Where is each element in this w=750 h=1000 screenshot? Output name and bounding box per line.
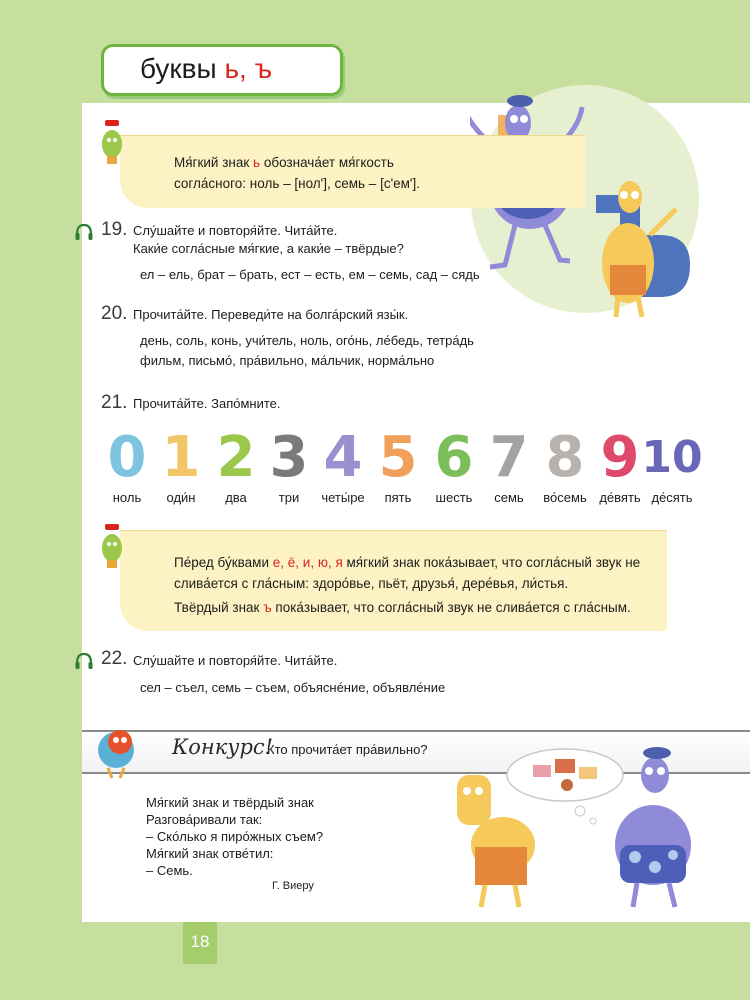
lesson-title-box — [101, 44, 343, 96]
rule2-line2: слива́ется с гла́сным: здоро́вье, пьёт, друзья́, дере́вья, ли́стья. — [174, 576, 569, 591]
exercise-20-words-2: фильм, письмо́, пра́вильно, ма́льчик, норма́льно — [140, 353, 435, 368]
digit-glyph: 4 — [323, 425, 363, 490]
exercise-19-instruction-2: Каки́е согла́сные мя́гкие, а каки́е – твёрдые? — [133, 241, 404, 256]
rule1-soft-sign: ь — [253, 155, 261, 170]
exercise-22-words: сел – съел, семь – съем, объясне́ние, объявле́ние — [140, 680, 446, 695]
poem-line: Мя́гкий знак отве́тил: — [146, 846, 274, 861]
poem-line: – Ско́лько я пиро́жных съем? — [146, 829, 324, 844]
lesson-title-text: буквы — [140, 53, 225, 84]
digit-word: пять — [384, 490, 412, 505]
digit-glyph: 2 — [216, 425, 256, 490]
digit-glyph: 6 — [434, 425, 474, 490]
digit-glyph: 8 — [545, 425, 585, 490]
exercise-19-words: ел – ель, брат – брать, ест – есть, ем – семь, сад – сядь — [140, 267, 480, 282]
exercise-20-number: 20. — [101, 303, 128, 324]
digit-word: шесть — [435, 490, 473, 505]
rule2-line1-end: мя́гкий знак пока́зывает, что согла́сный звук не — [342, 555, 641, 570]
lesson-title — [140, 53, 272, 85]
rule1-line1-end: обознача́ет мя́гкость — [260, 155, 394, 170]
rule2-hard-sign: ъ — [263, 600, 272, 615]
digit-word: оди́н — [166, 490, 196, 505]
rule1-line2: согла́сного: ноль – [нол'], семь – [с'ем']. — [174, 176, 421, 191]
contest-mascot-icon — [96, 720, 146, 780]
poem-line: Мя́гкий знак и твёрдый знак — [146, 795, 314, 810]
rule2-vowel-letters: е, ё, и, ю, я — [272, 555, 343, 570]
digit-word: три — [278, 490, 300, 505]
digit-glyph: 7 — [489, 425, 529, 490]
headphones-icon[interactable] — [74, 222, 94, 242]
contest-title: Конкурс! — [172, 735, 274, 759]
digit-word: два — [225, 490, 247, 505]
digit-word: ноль — [112, 490, 142, 505]
exercise-21-number: 21. — [101, 392, 128, 413]
exercise-19-instruction-1: Слу́шайте и повторя́йте. Чита́йте. — [133, 223, 338, 238]
lightbulb-mascot-icon — [98, 118, 122, 168]
exercise-20-words-1: день, соль, конь, учи́тель, ноль, ого́нь, ле́бедь, тетра́дь — [140, 333, 474, 348]
characters-cake-illustration — [445, 735, 705, 915]
digit-glyph: 5 — [378, 425, 418, 490]
digit-word: де́сять — [651, 490, 693, 505]
exercise-22-number: 22. — [101, 648, 128, 669]
rule2-text — [174, 552, 640, 618]
rule2-line3-end: пока́зывает, что согла́сный звук не слива́ется с гла́сным. — [271, 600, 631, 615]
digit-glyph: 10 — [641, 432, 703, 483]
digit-word: четы́ре — [321, 490, 365, 505]
lightbulb-mascot-icon — [98, 522, 122, 572]
digit-glyph: 1 — [161, 425, 201, 490]
rule2-line1-start: Пе́ред бу́квами — [174, 555, 273, 570]
rule1-text — [174, 152, 420, 194]
poem-line: Разгова́ривали так: — [146, 812, 263, 827]
digit-word: во́семь — [543, 490, 587, 505]
left-margin-band — [0, 0, 82, 1000]
digit-glyph: 3 — [269, 425, 309, 490]
digit-word: семь — [494, 490, 524, 505]
digit-glyph: 9 — [600, 425, 640, 490]
headphones-icon[interactable] — [74, 651, 94, 671]
lesson-title-letters: ь, ъ — [224, 53, 273, 84]
digit-glyph: 0 — [107, 425, 147, 490]
exercise-19-number: 19. — [101, 219, 128, 240]
exercise-22-instruction: Слу́шайте и повторя́йте. Чита́йте. — [133, 653, 338, 668]
footer-band — [0, 922, 750, 1000]
poem-author: Г. Виеру — [272, 880, 314, 892]
exercise-20-instruction: Прочита́йте. Переведи́те на болга́рский язы́к. — [133, 307, 409, 322]
digit-word: де́вять — [599, 490, 641, 505]
contest-question: Кто прочита́ет пра́вильно? — [267, 742, 428, 757]
rule2-line3-start: Твёрдый знак — [174, 600, 264, 615]
rule1-line1-start: Мя́гкий знак — [174, 155, 254, 170]
page-number: 18 — [190, 932, 210, 951]
exercise-21-instruction: Прочита́йте. Запо́мните. — [133, 396, 281, 411]
poem-line: – Семь. — [146, 863, 193, 878]
